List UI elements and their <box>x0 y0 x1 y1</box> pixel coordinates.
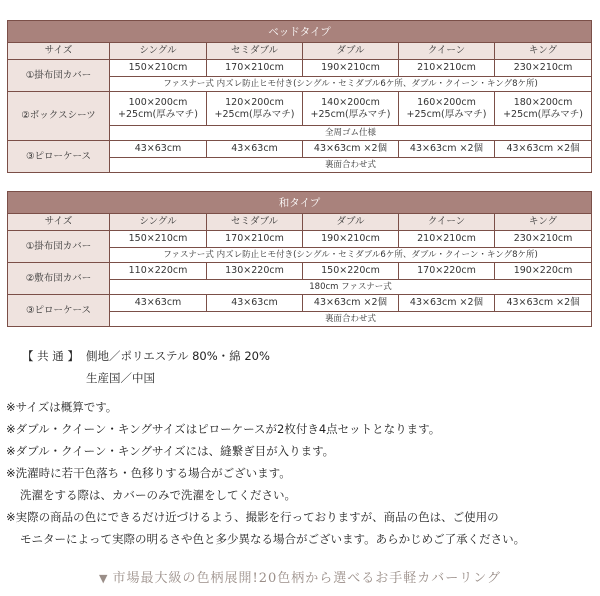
size-cell: 190×210cm <box>303 60 399 77</box>
size-cell: 43×63cm <box>110 295 207 312</box>
size-cell: 140×200cm +25cm(厚みマチ) <box>303 92 399 126</box>
note-line: ※実際の商品の色にできるだけ近づけるよう、撮影を行っておりますが、商品の色は、ご使用の <box>6 510 499 524</box>
footer-banner <box>0 567 600 586</box>
size-cell: 210×210cm <box>399 60 495 77</box>
size-cell: 43×63cm <box>110 141 207 158</box>
header-double: ダブル <box>303 214 399 231</box>
size-cell: 43×63cm <box>207 141 303 158</box>
size-cell: 43×63cm ×2個 <box>399 295 495 312</box>
wa-type-table <box>7 191 592 327</box>
size-cell: 150×220cm <box>303 263 399 280</box>
row-note: 裏面合わせ式 <box>110 312 592 327</box>
size-cell: 170×220cm <box>399 263 495 280</box>
header-king: キング <box>495 214 592 231</box>
size-cell: 43×63cm ×2個 <box>303 295 399 312</box>
header-semi-double: セミダブル <box>207 214 303 231</box>
size-cell: 43×63cm ×2個 <box>399 141 495 158</box>
common-info <box>22 345 270 389</box>
footer-text: 市場最大級の色柄展開!20色柄から選べるお手軽カバーリング <box>112 571 501 586</box>
bed-type-table <box>7 20 592 173</box>
row-note: ファスナー式 内ズレ防止ヒモ付き(シングル・セミダブル6ケ所、ダブル・クイーン・キング8ケ所) <box>110 248 592 263</box>
size-cell: 170×210cm <box>207 231 303 248</box>
common-label: 【 共 通 】 <box>22 349 79 363</box>
row-note: ファスナー式 内ズレ防止ヒモ付き(シングル・セミダブル6ケ所、ダブル・クイーン・キング8ケ所) <box>110 77 592 92</box>
row-label-mattress-cover: ②敷布団カバー <box>8 263 110 295</box>
size-cell: 160×200cm +25cm(厚みマチ) <box>399 92 495 126</box>
size-cell: 120×200cm +25cm(厚みマチ) <box>207 92 303 126</box>
size-cell: 190×210cm <box>303 231 399 248</box>
row-label-duvet-cover: ①掛布団カバー <box>8 231 110 263</box>
material-text: 側地／ポリエステル 80%・綿 20% <box>86 349 270 363</box>
wa-table-title: 和タイプ <box>8 192 592 214</box>
origin-text: 生産国／中国 <box>86 371 155 385</box>
size-cell: 110×220cm <box>110 263 207 280</box>
note-line: ※サイズは概算です。 <box>6 400 118 414</box>
header-single: シングル <box>110 214 207 231</box>
row-label-box-sheet: ②ボックスシーツ <box>8 92 110 141</box>
row-label-pillow-case: ③ピローケース <box>8 295 110 327</box>
header-double: ダブル <box>303 43 399 60</box>
size-cell: 43×63cm ×2個 <box>303 141 399 158</box>
row-label-pillow-case: ③ピローケース <box>8 141 110 173</box>
header-single: シングル <box>110 43 207 60</box>
size-cell: 210×210cm <box>399 231 495 248</box>
header-queen: クイーン <box>399 214 495 231</box>
row-note: 裏面合わせ式 <box>110 158 592 173</box>
header-king: キング <box>495 43 592 60</box>
triangle-down-icon: ▼ <box>99 572 109 585</box>
note-line: ※ダブル・クイーン・キングサイズはピローケースが2枚付き4点セットとなります。 <box>6 422 441 436</box>
header-semi-double: セミダブル <box>207 43 303 60</box>
header-queen: クイーン <box>399 43 495 60</box>
row-note: 180cm ファスナー式 <box>110 280 592 295</box>
size-cell: 100×200cm +25cm(厚みマチ) <box>110 92 207 126</box>
size-cell: 180×200cm +25cm(厚みマチ) <box>495 92 592 126</box>
size-cell: 43×63cm ×2個 <box>495 295 592 312</box>
notes-list <box>6 396 596 550</box>
header-size: サイズ <box>8 43 110 60</box>
size-cell: 190×220cm <box>495 263 592 280</box>
size-cell: 43×63cm ×2個 <box>495 141 592 158</box>
note-line: モニターによって実際の明るさや色と多少異なる場合がございます。あらかじめご了承ください。 <box>20 532 526 546</box>
note-line: ※洗濯時に若干色落ち・色移りする場合がございます。 <box>6 466 291 480</box>
size-cell: 230×210cm <box>495 231 592 248</box>
size-cell: 170×210cm <box>207 60 303 77</box>
note-line: ※ダブル・クイーン・キングサイズには、縫繋ぎ目が入ります。 <box>6 444 335 458</box>
bed-table-title: ベッドタイプ <box>8 21 592 43</box>
note-line: 洗濯をする際は、カバーのみで洗濯をしてください。 <box>20 488 296 502</box>
size-cell: 150×210cm <box>110 231 207 248</box>
size-cell: 150×210cm <box>110 60 207 77</box>
row-note: 全周ゴム仕様 <box>110 126 592 141</box>
size-cell: 130×220cm <box>207 263 303 280</box>
size-cell: 43×63cm <box>207 295 303 312</box>
row-label-duvet-cover: ①掛布団カバー <box>8 60 110 92</box>
header-size: サイズ <box>8 214 110 231</box>
size-cell: 230×210cm <box>495 60 592 77</box>
material-line <box>22 345 270 367</box>
